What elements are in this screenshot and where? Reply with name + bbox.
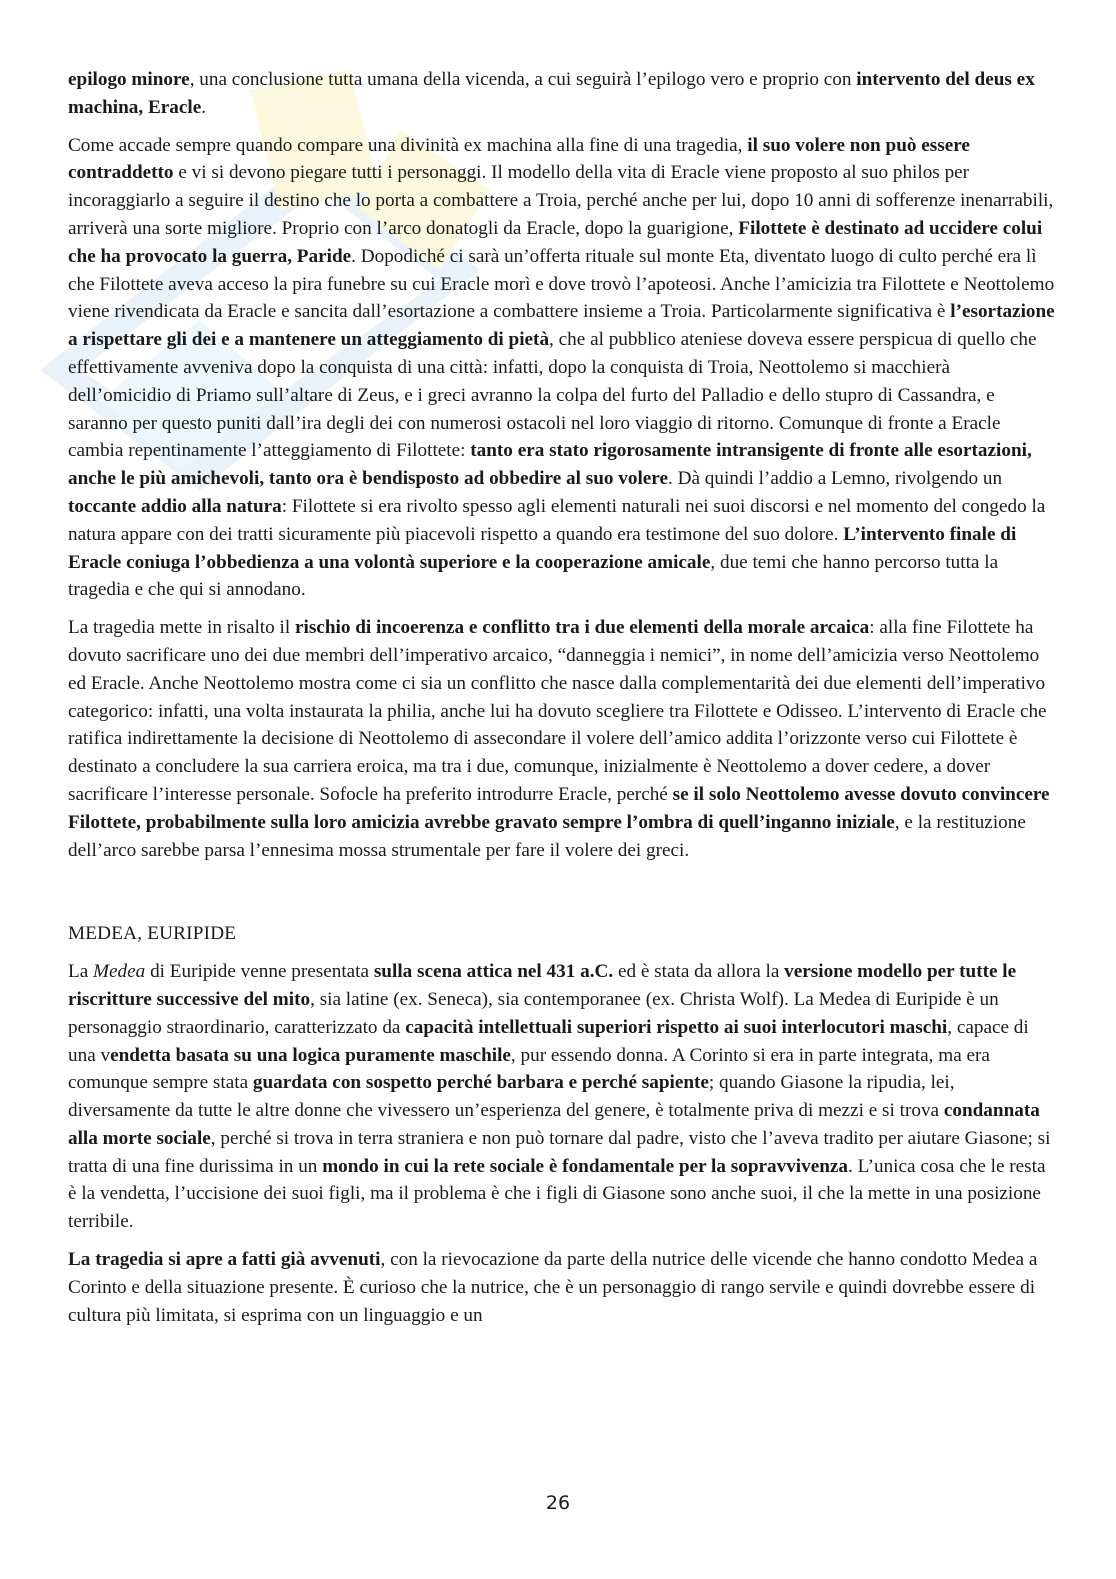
text-run: Come accade sempre quando compare una divinità ex machina alla fine di una tragedia, [68, 134, 748, 156]
text-run: : alla fine Filottete ha dovuto sacrificare uno dei due membri dell’imperativo arcaico, “danneggia i nemici”, in nome dell’amicizia verso Neottolemo ed Eracle. Anche Neottolemo mostra come ci sia un conflitto che nasce dalla complementarità dei due elementi dell’imperativo categorico: infatti, una volta instaurata la philia, anche lui ha dovuto scegliere tra Filottete e Odisseo. L’intervento di Eracle che ratifica indirettamente la decisione di Neottolemo di assecondare il volere dell’amico addita l’orizzonte verso cui Filottete è destinato a concludere la sua carriera eroica, ma tra i due, comunque, inizialmente è Neottolemo a dover cedere, a dover sacrificare l’interesse personale. Sofocle ha preferito introdurre Eracle, perché [68, 617, 1047, 805]
bold-text: il suo volere non può essere contraddetto [68, 134, 970, 184]
paragraph [68, 132, 1058, 605]
bold-text: l’esortazione a rispettare gli dei e a mantenere un atteggiamento di pietà [68, 301, 1055, 351]
text-run: , e la restituzione dell’arco sarebbe parsa l’ennesima mossa strumentale per fare il volere dei greci. [68, 811, 1026, 861]
text-run: . L’unica cosa che le resta è la vendetta, l’uccisione dei suoi figli, ma il problema è che i figli di Giasone sono anche suoi, il che la mette in una posizione terribile. [68, 1155, 1046, 1233]
text-run: . Dà quindi l’addio a Lemno, rivolgendo un [668, 468, 1003, 490]
text-run: . [201, 96, 207, 118]
text-run: : Filottete si era rivolto spesso agli elementi naturali nei suoi discorsi e nel momento del congedo la natura appare con dei tratti sicuramente più piacevoli rispetto a quando era testimone del suo dolore. [68, 495, 1046, 545]
text-run: , capace di una v [68, 1016, 1029, 1066]
text-run: , sia latine (ex. Seneca), sia contemporanee (ex. Christa Wolf). La Medea di Euripide è un personaggio straordinario, caratterizzato da [68, 988, 999, 1038]
bold-text: endetta basata su una logica puramente maschile [110, 1044, 511, 1066]
bold-text: mondo in cui la rete sociale è fondamentale per la sopravvivenza [322, 1155, 849, 1177]
bold-text: epilogo minore [68, 69, 190, 90]
bold-text: condannata alla morte sociale [68, 1100, 1040, 1149]
bold-text: guardata con sospetto perché barbara e perché sapiente [252, 1072, 709, 1094]
bold-text: sulla scena attica nel 431 a.C. [373, 961, 614, 983]
text-run: , una conclusione tutta umana della vicenda, a cui seguirà l’epilogo vero e proprio con [189, 69, 857, 90]
section-heading: MEDEA, EURIPIDE [68, 923, 237, 945]
text-run: , perché si trova in terra straniera e non può tornare dal padre, visto che l’aveva tradito per aiutare Giasone; si tratta di una fine durissima in un [68, 1127, 1051, 1177]
text-run: di Euripide venne presentata [145, 961, 374, 983]
italic-text: Medea [93, 961, 146, 983]
bold-text: Filottete è destinato ad uccidere colui che ha provocato la guerra, Paride [68, 217, 1043, 267]
bold-text: se il solo Neottolemo avesse dovuto convincere Filottete, probabilmente sulla loro amicizia avrebbe gravato sempre l’ombra di quell’inganno iniziale [68, 783, 1050, 833]
bold-text: tanto era stato rigorosamente intransigente di fronte alle esortazioni, anche le più amichevoli, tanto ora è bendisposto ad obbedire al suo volere [68, 440, 1032, 490]
text-run: e vi si devono piegare tutti i personaggi. Il modello della vita di Eracle viene proposto al suo philos per incoraggiarlo a seguire il destino che lo porta a combattere a Troia, perché anche per lui, dopo 10 anni di sofferenze inenarrabili, arriverà una sorte migliore. Proprio con l’arco donatogli da Eracle, dopo la guarigione, [68, 162, 1054, 239]
document-body [68, 66, 1058, 1339]
text-run: , che al pubblico ateniese doveva essere perspicua di quello che effettivamente avveniva dopo la conquista di una città: infatti, dopo la conquista di Troia, Neottolemo si macchierà dell’omicidio di Priamo sull’altare di Zeus, e i greci avranno la colpa del furto del Palladio e dello stupro di Cassandra, e saranno per questo puniti dall’ira degli dei con numerosi ostacoli nel loro viaggio di ritorno. Comunque di fronte a Eracle cambia repentinamente l’atteggiamento di Filottete: [68, 329, 1037, 462]
section-medea [68, 958, 1058, 1329]
section-filottete [68, 66, 1058, 864]
paragraph [68, 958, 1058, 1236]
text-run: . Dopodiché ci sarà un’offerta rituale sul monte Eta, diventato luogo di culto perché era lì che Filottete aveva acceso la pira funebre su cui Eracle morì e dove trovò l’apoteosi. Anche l’amicizia tra Filottete e Neottolemo viene rivendicata da Eracle e sancita dall’esortazione a combattere insieme a Troia. Particolarmente significativa è [68, 245, 1055, 323]
bold-text: rischio di incoerenza e conflitto tra i due elementi della morale arcaica [294, 617, 870, 639]
bold-text: capacità intellettuali superiori rispetto ai suoi interlocutori maschi [405, 1016, 948, 1038]
text-run: La [68, 961, 94, 983]
paragraph [68, 614, 1058, 864]
text-run: ; quando Giasone la ripudia, lei, diversamente da tutte le altre donne che vivessero un’esperienza del genere, è totalmente priva di mezzi e si trova [68, 1072, 955, 1122]
paragraph [68, 66, 1058, 122]
text-run: , due temi che hanno percorso tutta la tragedia e che qui si annodano. [68, 551, 999, 601]
bold-text: L’intervento finale di Eracle coniuga l’obbedienza a una volontà superiore e la cooperazione amicale [68, 523, 1017, 573]
bold-text: La tragedia si apre a fatti già avvenuti [68, 1249, 381, 1271]
bold-text: intervento del deus ex machina, Eracle [68, 69, 1035, 118]
page-number: 26 [545, 1492, 571, 1514]
text-run: , con la rievocazione da parte della nutrice delle vicende che hanno condotto Medea a Corinto e della situazione presente. È curioso che la nutrice, che è un personaggio di rango servile e quindi dovrebbe essere di cultura più limitata, si esprima con un linguaggio e un [68, 1249, 1038, 1326]
text-run: , pur essendo donna. A Corinto si era in parte integrata, ma era comunque sempre stata [68, 1044, 990, 1094]
text-run: ed è stata da allora la [613, 961, 785, 983]
text-run: La tragedia mette in risalto il [68, 617, 295, 639]
bold-text: versione modello per tutte le riscritture successive del mito [68, 961, 1017, 1010]
bold-text: toccante addio alla natura [68, 495, 282, 517]
paragraph [68, 1246, 1058, 1329]
